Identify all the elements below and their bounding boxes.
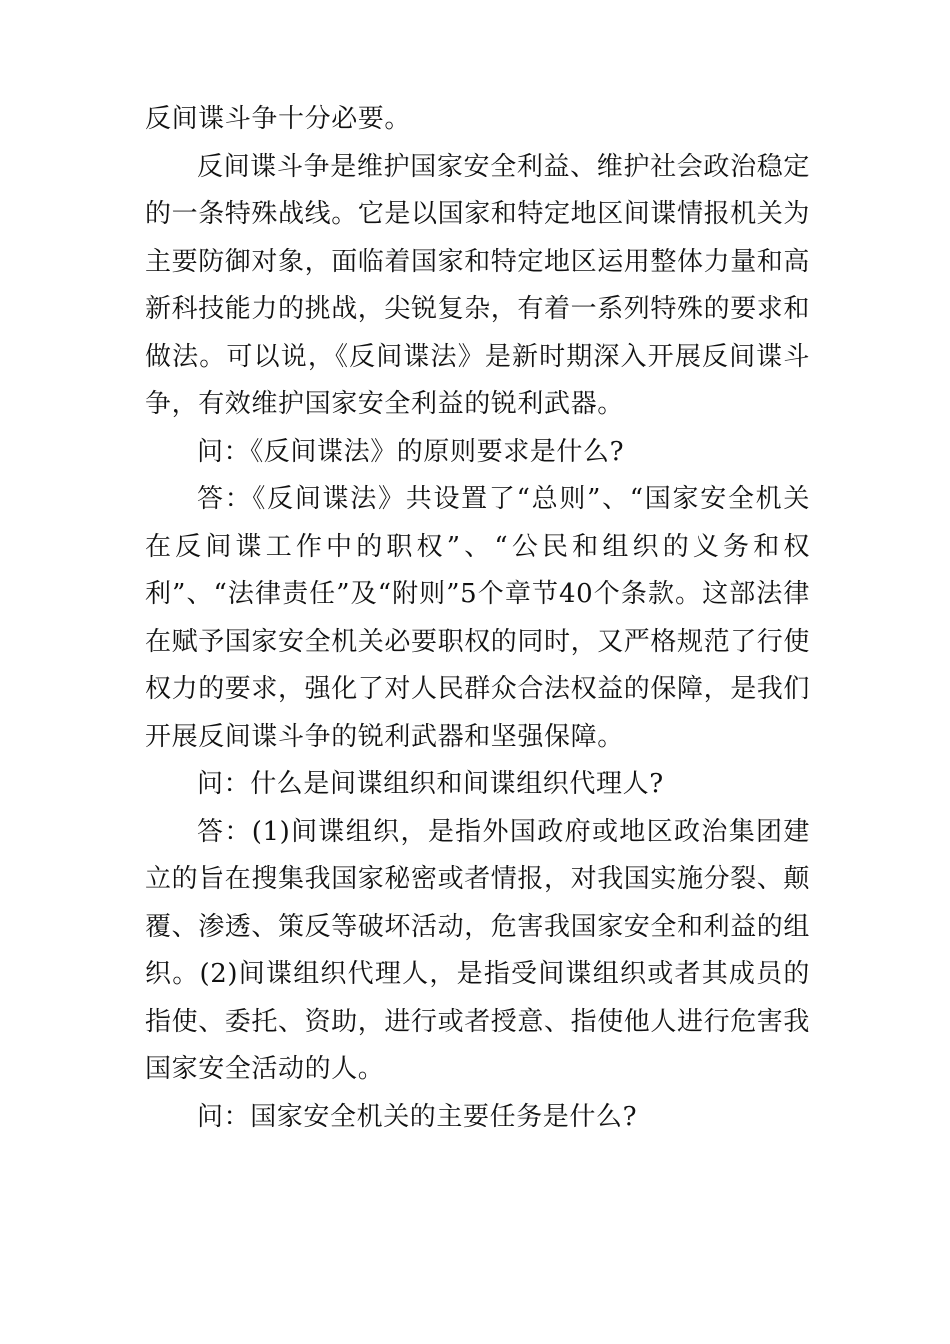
document-body	[145, 96, 810, 1141]
answer-principles: 答：《反间谍法》共设置了“总则”、“国家安全机关在反间谍工作中的职权”、“公民和组织的义务和权利”、“法律责任”及“附则”5个章节40个条款。这部法律在赋予国家安全机关必要职权的同时，又严格规范了行使权力的要求，强化了对人民群众合法权益的保障，是我们开展反间谍斗争的锐利武器和坚强保障。	[145, 484, 811, 752]
question-espionage-organization: 问：什么是间谍组织和间谍组织代理人?	[197, 769, 664, 799]
paragraph-continuation: 反间谍斗争十分必要。	[145, 104, 412, 134]
question-main-tasks: 问：国家安全机关的主要任务是什么?	[197, 1101, 638, 1132]
question-principles: 问：《反间谍法》的原则要求是什么?	[197, 436, 625, 467]
answer-espionage-organization: 答：(1)间谍组织，是指外国政府或地区政治集团建立的旨在搜集我国家秘密或者情报，对我国实施分裂、颠覆、渗透、策反等破坏活动，危害我国家安全和利益的组织。(2)间谍组织代理人，是指受间谍组织或者其成员的指使、委托、资助，进行或者授意、指使他人进行危害我国家安全活动的人。	[145, 816, 811, 1084]
paragraph-counterespionage-struggle: 反间谍斗争是维护国家安全利益、维护社会政治稳定的一条特殊战线。它是以国家和特定地区间谍情报机关为主要防御对象，面临着国家和特定地区运用整体力量和高新科技能力的挑战，尖锐复杂，有着一系列特殊的要求和做法。可以说，《反间谍法》是新时期深入开展反间谍斗争，有效维护国家安全利益的锐利武器。	[145, 151, 811, 419]
